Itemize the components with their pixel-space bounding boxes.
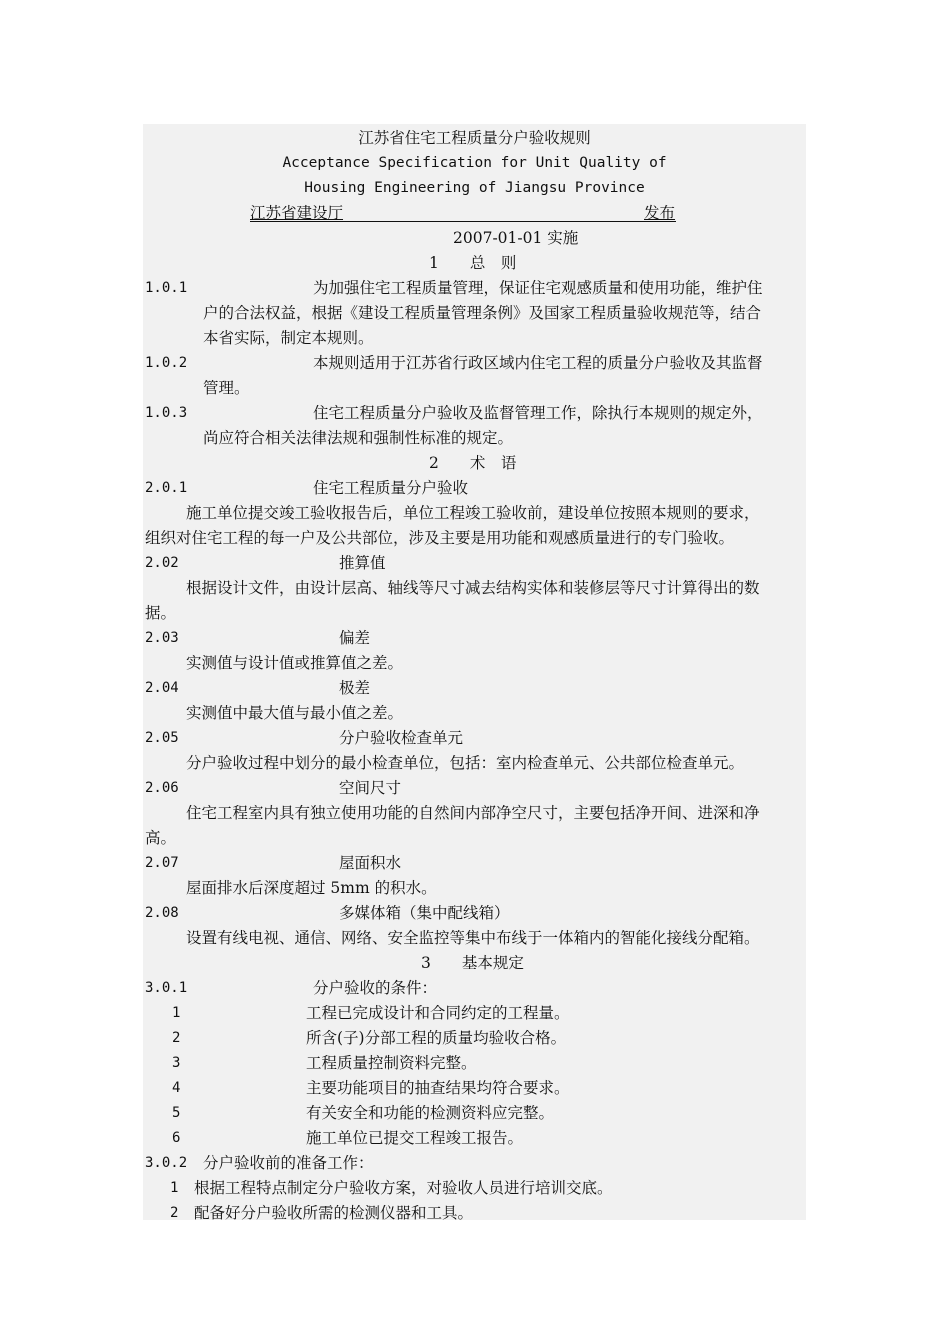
clause-text: 分户验收前的准备工作： [203, 1154, 374, 1172]
list-item: 施工单位已提交工程竣工报告。 [306, 1129, 524, 1147]
term-title: 偏差 [339, 629, 371, 647]
clause-text: 本省实际，制定本规则。 [203, 329, 374, 347]
list-number: 1 [170, 1180, 179, 1196]
list-number: 2 [170, 1205, 179, 1221]
clause-number: 3.0.1 [145, 980, 188, 996]
title-english-line1: Acceptance Specification for Unit Quality of [282, 155, 667, 171]
clause-number: 1.0.2 [145, 355, 188, 371]
list-number: 5 [172, 1105, 181, 1121]
term-definition: 组织对住宅工程的每一户及公共部位，涉及主要是用功能和观感质量进行的专门验收。 [145, 529, 735, 547]
term-definition: 设置有线电视、通信、网络、安全监控等集中布线于一体箱内的智能化接线分配箱。 [186, 929, 760, 947]
term-definition: 根据设计文件，由设计层高、轴线等尺寸减去结构实体和装修层等尺寸计算得出的数 [186, 579, 760, 597]
term-title: 推算值 [339, 554, 386, 572]
term-definition: 住宅工程室内具有独立使用功能的自然间内部净空尺寸，主要包括净开间、进深和净 [186, 804, 760, 822]
term-number: 2.03 [145, 630, 179, 646]
document-page [143, 124, 806, 1220]
publish-label: 发布 [644, 204, 676, 222]
term-title: 多媒体箱（集中配线箱） [339, 904, 510, 922]
clause-text: 尚应符合相关法律法规和强制性标准的规定。 [203, 429, 514, 447]
list-number: 6 [172, 1130, 181, 1146]
section-heading-2: 2 术 语 [429, 454, 517, 472]
title-english-line2: Housing Engineering of Jiangsu Province [304, 180, 645, 196]
clause-number: 3.0.2 [145, 1155, 188, 1171]
term-number: 2.07 [145, 855, 179, 871]
list-number: 2 [172, 1030, 181, 1046]
list-item: 工程质量控制资料完整。 [306, 1054, 477, 1072]
section-heading-1: 1 总 则 [429, 254, 517, 272]
term-definition: 实测值与设计值或推算值之差。 [186, 654, 404, 672]
term-number: 2.06 [145, 780, 179, 796]
clause-number: 1.0.3 [145, 405, 188, 421]
term-definition: 据。 [145, 604, 177, 622]
term-definition: 分户验收过程中划分的最小检查单位，包括：室内检查单元、公共部位检查单元。 [186, 754, 745, 772]
term-definition: 实测值中最大值与最小值之差。 [186, 704, 404, 722]
term-number: 2.0.1 [145, 480, 188, 496]
term-number: 2.05 [145, 730, 179, 746]
term-title: 极差 [339, 679, 371, 697]
list-number: 4 [172, 1080, 181, 1096]
term-number: 2.08 [145, 905, 179, 921]
clause-text: 分户验收的条件： [313, 979, 438, 997]
clause-text: 住宅工程质量分户验收及监督管理工作，除执行本规则的规定外， [313, 404, 763, 422]
title-chinese: 江苏省住宅工程质量分户验收规则 [358, 129, 591, 147]
section-heading-3: 3 基本规定 [421, 954, 524, 972]
list-item: 有关安全和功能的检测资料应完整。 [306, 1104, 555, 1122]
term-title: 分户验收检查单元 [339, 729, 464, 747]
list-number: 3 [172, 1055, 181, 1071]
term-number: 2.04 [145, 680, 179, 696]
term-definition: 屋面排水后深度超过 5mm 的积水。 [186, 879, 437, 897]
list-item: 根据工程特点制定分户验收方案，对验收人员进行培训交底。 [194, 1179, 613, 1197]
term-definition: 高。 [145, 829, 177, 847]
clause-text: 为加强住宅工程质量管理，保证住宅观感质量和使用功能，维护住 [313, 279, 763, 297]
term-definition: 施工单位提交竣工验收报告后，单位工程竣工验收前，建设单位按照本规则的要求， [186, 504, 760, 522]
issuer: 江苏省建设厅 [250, 204, 344, 222]
effective-date: 2007-01-01 实施 [453, 229, 579, 247]
list-item: 工程已完成设计和合同约定的工程量。 [306, 1004, 570, 1022]
list-number: 1 [172, 1005, 181, 1021]
list-item: 主要功能项目的抽查结果均符合要求。 [306, 1079, 570, 1097]
clause-number: 1.0.1 [145, 280, 188, 296]
issuer-underline [250, 221, 676, 222]
term-title: 住宅工程质量分户验收 [313, 479, 469, 497]
term-title: 空间尺寸 [339, 779, 402, 797]
list-item: 配备好分户验收所需的检测仪器和工具。 [194, 1204, 474, 1222]
term-title: 屋面积水 [339, 854, 402, 872]
clause-text: 管理。 [203, 379, 250, 397]
list-item: 所含(子)分部工程的质量均验收合格。 [306, 1029, 567, 1047]
clause-text: 本规则适用于江苏省行政区域内住宅工程的质量分户验收及其监督 [313, 354, 763, 372]
clause-text: 户的合法权益，根据《建设工程质量管理条例》及国家工程质量验收规范等，结合 [203, 304, 762, 322]
term-number: 2.02 [145, 555, 179, 571]
